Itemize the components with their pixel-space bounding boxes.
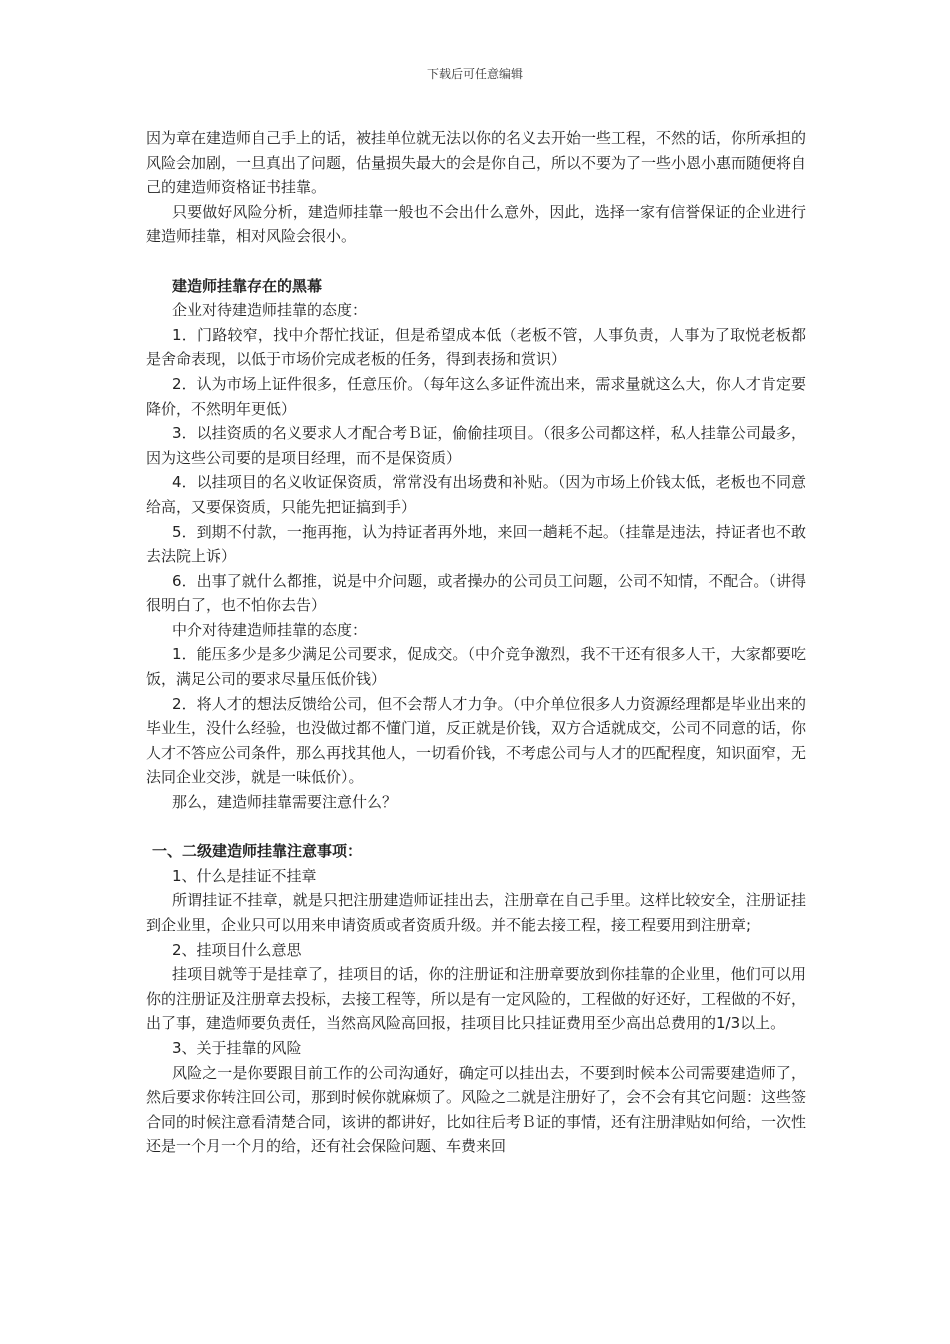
subsection-title-1: 1、什么是挂证不挂章 [172,866,317,885]
subsection-text-2: 挂项目就等于是挂章了，挂项目的话，你的注册证和注册章要放到你挂靠的企业里，他们可以用你的注册证及注册章去投标，去接工程等，所以是有一定风险的，工程做的好还好，工程做的不好，出了事，建造师要负责任，当然高风险高回报，挂项目比只挂证费用至少高出总费用的1/3以上。 [146,965,807,1033]
subsection-title-2: 2、挂项目什么意思 [172,940,302,959]
paragraph-seal-risk: 因为章在建造师自己手上的话，被挂单位就无法以你的名义去开始一些工程，不然的话，你所承担的风险会加剧，一旦真出了问题，估量损失最大的会是你自己，所以不要为了一些小恩小惠而随便将自己的建造师资格证书挂靠。 [146,129,807,197]
company-attitude-intro: 企业对待建造师挂靠的态度： [172,301,368,320]
blank-line [146,249,806,274]
company-item-2: 2．认为市场上证件很多，任意压价。（每年这么多证件流出来，需求量就这么大，你人才肯定要降价，不然明年更低） [146,374,806,418]
paragraph-risk-analysis: 只要做好风险分析，建造师挂靠一般也不会出什么意外，因此，选择一家有信誉保证的企业进行建造师挂靠，相对风险会很小。 [146,202,806,246]
subsection-title-3: 3、关于挂靠的风险 [172,1038,302,1057]
company-item-4: 4．以挂项目的名义收证保资质，常常没有出场费和补贴。（因为市场上价钱太低，老板也不同意给高，又要保资质，只能先把证搞到手） [146,473,806,516]
agency-item-1: 1．能压多少是多少满足公司要求，促成交。（中介竞争激烈，我不干还有很多人干，大家都要吃饭，满足公司的要求尽量压低价钱） [146,645,806,689]
subsection-text-3: 风险之一是你要跟目前工作的公司沟通好，确定可以挂出去，不要到时候本公司需要建造师了，然后要求你转注回公司，那到时候你就麻烦了。风险之二就是注册好了，会不会有其它问题：这些签合同的时候注意看清楚合同，该讲的都讲好，比如往后考Ｂ证的事情，还有注册津贴如何给，一次性还是一个月一个月的给，还有社会保险问题、车费来回 [146,1063,807,1156]
question-line: 那么，建造师挂靠需要注意什么？ [172,793,398,812]
section-heading-notes: 一、二级建造师挂靠注意事项： [152,842,363,861]
section-heading-black-curtain: 建造师挂靠存在的黑幕 [172,276,323,295]
agency-item-2: 2．将人才的想法反馈给公司，但不会帮人才力争。（中介单位很多人力资源经理都是毕业出来的毕业生，没什么经验，也没做过都不懂门道，反正就是价钱，双方合适就成交，公司不同意的话，你人才不答应公司条件，那么再找其他人，一切看价钱，不考虑公司与人才的匹配程度，知识面窄，无法同企业交涉，就是一味低价）。 [146,694,807,787]
blank-line [146,815,806,840]
document-body [146,126,806,1159]
page-header-note: 下载后可任意编辑 [426,67,523,81]
company-item-5: 5．到期不付款，一拖再拖，认为持证者再外地，来回一趟耗不起。（挂靠是违法，持证者也不敢去法院上诉） [146,522,806,566]
company-item-6: 6．出事了就什么都推，说是中介问题，或者操办的公司员工问题，公司不知情，不配合。（讲得很明白了，也不怕你去告） [146,571,806,615]
agency-attitude-intro: 中介对待建造师挂靠的态度： [172,620,368,639]
company-item-1: 1．门路较窄，找中介帮忙找证，但是希望成本低（老板不管，人事负责，人事为了取悦老板都是舍命表现，以低于市场价完成老板的任务，得到表扬和赏识） [146,325,806,369]
subsection-text-1: 所谓挂证不挂章，就是只把注册建造师证挂出去，注册章在自己手里。这样比较安全，注册证挂到企业里，企业只可以用来申请资质或者资质升级。并不能去接工程，接工程要用到注册章; [146,891,806,934]
company-item-3: 3．以挂资质的名义要求人才配合考Ｂ证，偷偷挂项目。（很多公司都这样，私人挂靠公司最多，因为这些公司要的是项目经理，而不是保资质） [146,424,806,467]
